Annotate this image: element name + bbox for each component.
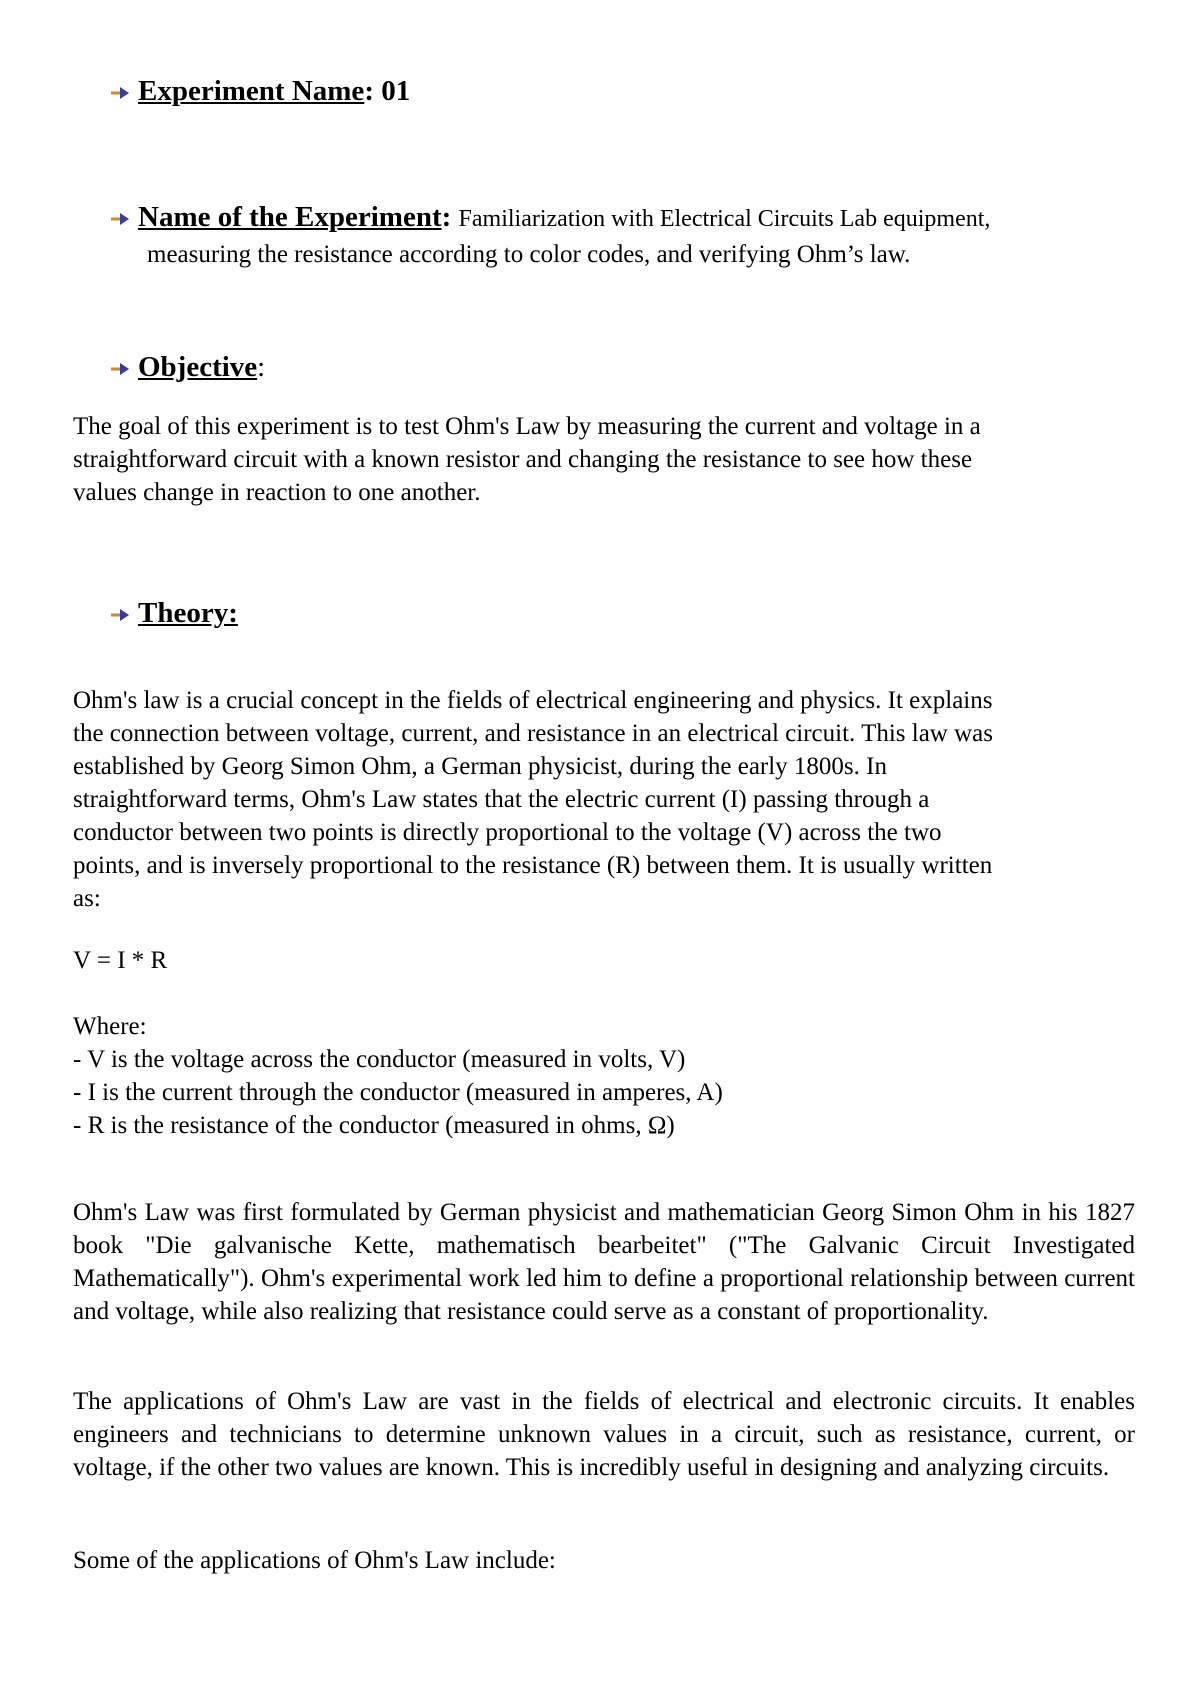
objective-line: values change in reaction to one another. (73, 479, 481, 506)
objective-line: The goal of this experiment is to test Ohm's Law by measuring the current and voltage in a (73, 413, 981, 440)
theory-intro-line: straightforward terms, Ohm's Law states that the electric current (I) passing through a (73, 786, 930, 813)
objective-label: Objective (138, 351, 258, 383)
theory-intro-line: established by Georg Simon Ohm, a German physicist, during the early 1800s. In (73, 753, 887, 780)
applications-paragraph: The applications of Ohm's Law are vast in the fields of electrical and electronic circuits. It enables engineers and technicians to determine unknown values in a circuit, such as resistance, current, or voltage, if the other two values are known. This is incredibly useful in designing and analyzing circuits. (73, 1388, 1135, 1481)
experiment-number-value: 01 (381, 75, 411, 107)
experiment-name-label: Name of the Experiment (138, 201, 442, 233)
objective-colon: : (257, 351, 266, 383)
experiment-name-colon: : (441, 201, 452, 233)
theory-intro-line: Ohm's law is a crucial concept in the fields of electrical engineering and physics. It explains (73, 687, 993, 714)
experiment-name-line2: measuring the resistance according to color codes, and verifying Ohm’s law. (147, 241, 911, 268)
arrow-bullet-icon (110, 362, 132, 376)
objective-paragraph (73, 410, 1135, 509)
theory-heading (110, 596, 238, 630)
history-paragraph: Ohm's Law was first formulated by German physicist and mathematician Georg Simon Ohm in his 1827 book "Die galvanische Kette, mathematisch bearbeitet" ("The Galvanic Circuit Investigated Mathematically"). Ohm's experimental work led him to define a proportional relationship between current and voltage, while also realizing that resistance could serve as a constant of proportionality. (73, 1199, 1135, 1325)
arrow-bullet-icon (110, 608, 132, 622)
where-item: - R is the resistance of the conductor (measured in ohms, Ω) (73, 1112, 675, 1139)
where-list (73, 1010, 1135, 1142)
experiment-number-colon: : (364, 75, 374, 107)
arrow-bullet-icon (110, 212, 132, 226)
experiment-number-heading (110, 74, 410, 108)
applications-intro: Some of the applications of Ohm's Law include: (73, 1547, 556, 1574)
where-label: Where: (73, 1013, 147, 1040)
ohms-law-formula: V = I * R (73, 947, 168, 974)
objective-heading (110, 350, 265, 384)
where-item: - I is the current through the conductor (measured in amperes, A) (73, 1079, 723, 1106)
theory-label: Theory: (138, 597, 238, 629)
theory-intro-line: as: (73, 885, 101, 912)
where-item: - V is the voltage across the conductor (measured in volts, V) (73, 1046, 686, 1073)
theory-intro-line: points, and is inversely proportional to the resistance (R) between them. It is usually written (73, 852, 993, 879)
theory-intro-line: the connection between voltage, current, and resistance in an electrical circuit. This law was (73, 720, 993, 747)
theory-intro-line: conductor between two points is directly proportional to the voltage (V) across the two (73, 819, 942, 846)
arrow-bullet-icon (110, 86, 132, 100)
objective-line: straightforward circuit with a known resistor and changing the resistance to see how these (73, 446, 973, 473)
experiment-name-line1: Familiarization with Electrical Circuits Lab equipment, (458, 206, 991, 232)
theory-intro-paragraph (73, 684, 1135, 915)
experiment-number-label: Experiment Name (138, 75, 365, 107)
experiment-name-heading (110, 200, 990, 236)
